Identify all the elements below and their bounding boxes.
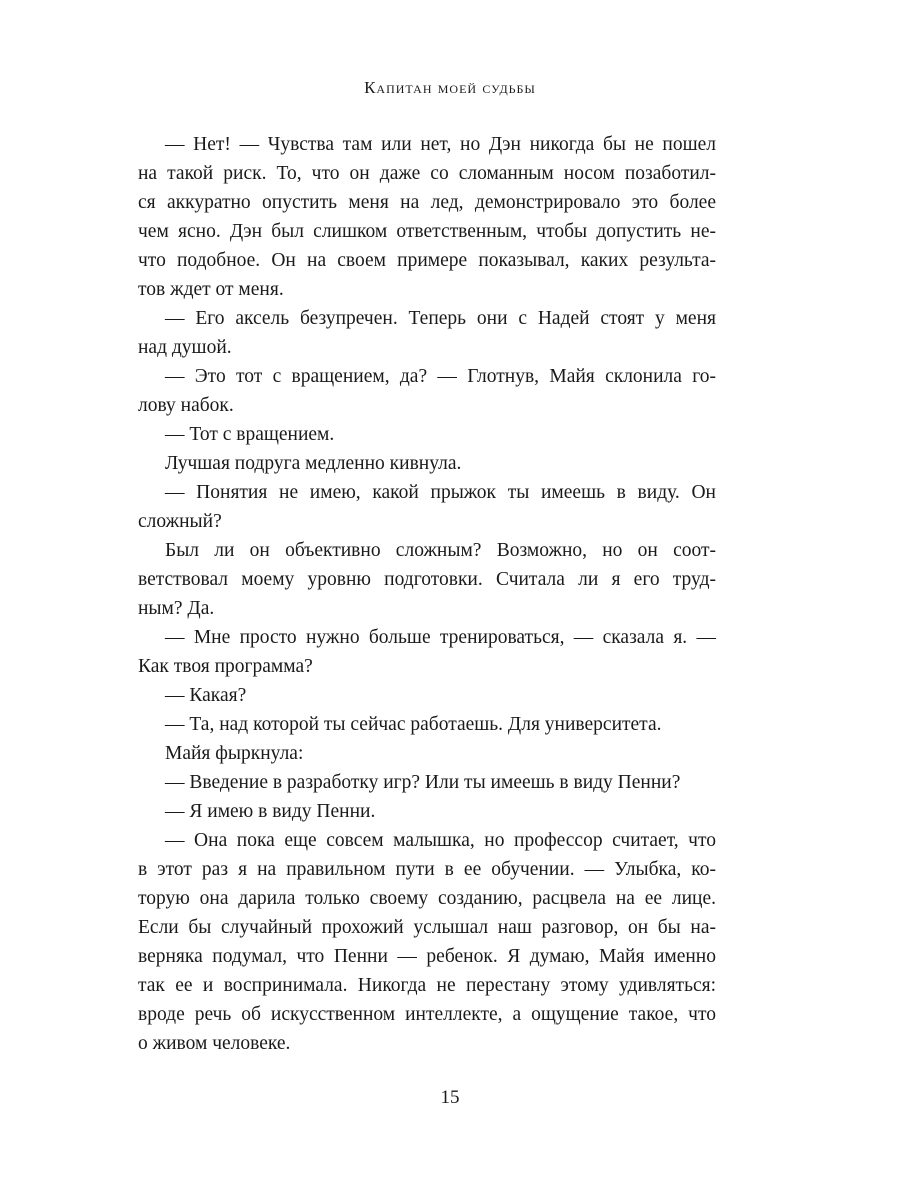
text-line: ветствовал моему уровню подготовки. Считала ли я его труд- [138, 569, 716, 590]
text-line: — Нет! — Чувства там или нет, но Дэн никогда бы не пошел [165, 134, 716, 155]
text-line: — Это тот с вращением, да? — Глотнув, Майя склонила го- [165, 366, 716, 387]
text-line: тов ждет от меня. [138, 279, 284, 300]
text-line: что подобное. Он на своем примере показывал, каких результа- [138, 250, 716, 271]
text-line: — Какая? [165, 685, 247, 706]
text-line: Был ли он объективно сложным? Возможно, но он соот- [165, 540, 716, 561]
text-line: верняка подумал, что Пенни — ребенок. Я думаю, Майя именно [138, 946, 716, 967]
text-line: — Его аксель безупречен. Теперь они с Надей стоят у меня [165, 308, 716, 329]
page-number: 15 [440, 1087, 460, 1108]
text-line: Лучшая подруга медленно кивнула. [165, 453, 462, 474]
text-line: вроде речь об искусственном интеллекте, а ощущение такое, что [138, 1004, 716, 1025]
text-line: на такой риск. То, что он даже со сломанным носом позаботил- [138, 163, 716, 184]
text-line: ся аккуратно опустить меня на лед, демонстрировало это более [138, 192, 716, 213]
text-line: над душой. [138, 337, 232, 358]
text-line: Если бы случайный прохожий услышал наш разговор, он бы на- [138, 917, 716, 938]
text-line: сложный? [138, 511, 222, 532]
text-line: торую она дарила только своему созданию, расцвела на ее лице. [138, 888, 716, 909]
running-title: Капитан моей судьбы [364, 78, 536, 97]
text-line: — Тот с вращением. [165, 424, 335, 445]
body-text [138, 130, 716, 1058]
text-line: — Понятия не имею, какой прыжок ты имеешь в виду. Он [165, 482, 716, 503]
text-line: чем ясно. Дэн был слишком ответственным, чтобы допустить не- [138, 221, 716, 242]
text-line: — Введение в разработку игр? Или ты имеешь в виду Пенни? [165, 772, 681, 793]
text-line: в этот раз я на правильном пути в ее обучении. — Улыбка, ко- [138, 859, 716, 880]
text-line: лову набок. [138, 395, 234, 416]
text-line: — Она пока еще совсем малышка, но профессор считает, что [165, 830, 716, 851]
text-line: — Мне просто нужно больше тренироваться, — сказала я. — [165, 627, 716, 648]
text-line: — Та, над которой ты сейчас работаешь. Для университета. [165, 714, 662, 735]
text-line: ным? Да. [138, 598, 215, 619]
text-line: Как твоя программа? [138, 656, 313, 677]
text-line: — Я имею в виду Пенни. [165, 801, 376, 822]
text-line: так ее и воспринимала. Никогда не перестану этому удивляться: [138, 975, 716, 996]
text-line: Майя фыркнула: [165, 743, 304, 764]
text-line: о живом человеке. [138, 1033, 291, 1054]
